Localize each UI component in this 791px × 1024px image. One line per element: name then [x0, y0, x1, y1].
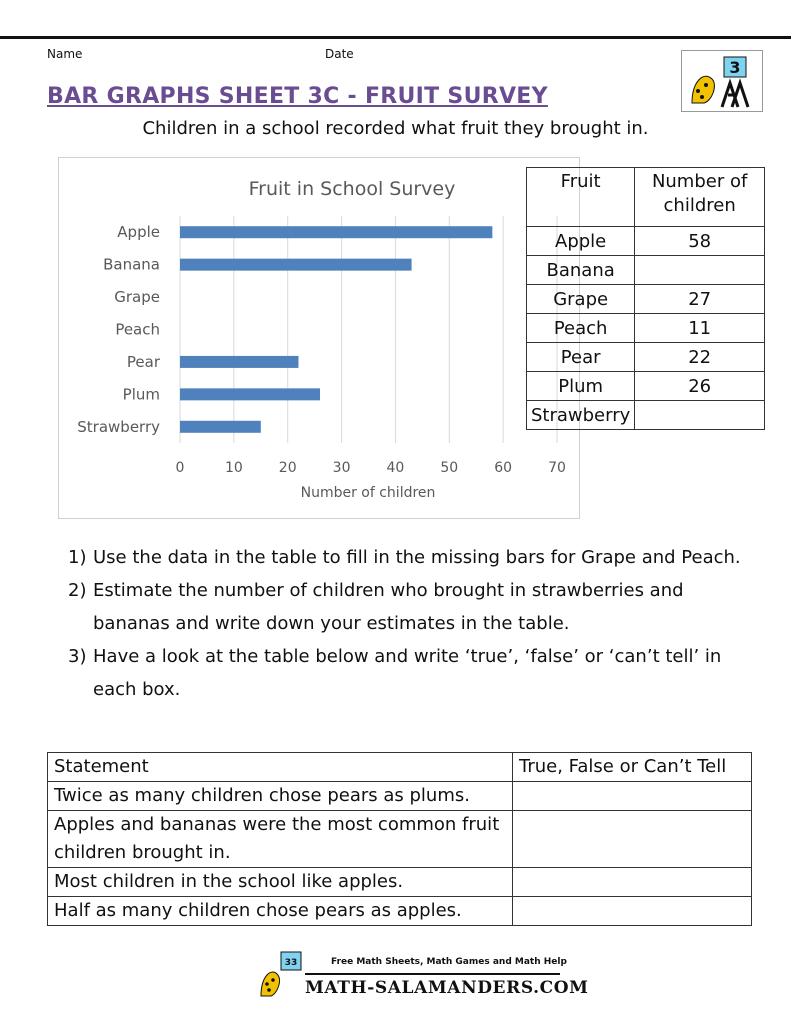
category-label: Banana: [103, 255, 160, 274]
fruit-count-cell: 26: [635, 372, 765, 401]
category-label: Pear: [126, 352, 160, 371]
bar-chart: [58, 157, 580, 519]
x-tick-label: 40: [386, 460, 405, 476]
footer-logo: [255, 950, 305, 1000]
chart-title: Fruit in School Survey: [248, 178, 456, 200]
question-number: 2): [68, 580, 87, 601]
answer-box[interactable]: [513, 868, 752, 897]
category-label: Plum: [122, 385, 160, 404]
statement-row: [48, 782, 752, 811]
footer-site-link[interactable]: MATH-SALAMANDERS.COM: [305, 978, 589, 998]
x-tick-label: 70: [548, 460, 566, 476]
category-label: Apple: [117, 223, 160, 242]
statement-table-header: [48, 753, 752, 782]
statement-row: [48, 897, 752, 926]
fruit-count-cell[interactable]: [635, 401, 765, 430]
category-label: Peach: [115, 320, 160, 339]
answer-header-cell: True, False or Can’t Tell: [513, 753, 752, 782]
date-label: Date: [325, 47, 354, 61]
footer-rule: [305, 973, 560, 975]
question-text: Have a look at the table below and write ‘true’, ‘false’ or ‘can’t tell’ in each box.: [93, 646, 722, 700]
fruit-name-cell: Grape: [527, 285, 635, 314]
fruit-table-row: [527, 227, 765, 256]
question-text: Use the data in the table to fill in the missing bars for Grape and Peach.: [93, 547, 741, 568]
answer-box[interactable]: [513, 782, 752, 811]
question-item: [68, 640, 758, 706]
page-title: BAR GRAPHS SHEET 3C - FRUIT SURVEY: [47, 84, 548, 109]
x-tick-label: 50: [440, 460, 459, 476]
category-label: Grape: [114, 288, 160, 307]
statement-text: Half as many children chose pears as apples.: [48, 897, 513, 926]
statement-table: [47, 752, 752, 926]
statement-text: Most children in the school like apples.: [48, 868, 513, 897]
footer-logo-text: 33: [284, 958, 298, 968]
salamander-logo: [681, 50, 763, 112]
bar-apple: [180, 226, 492, 238]
question-number: 3): [68, 646, 87, 667]
fruit-table-row: [527, 314, 765, 343]
question-text: Estimate the number of children who brought in strawberries and bananas and write down your estimates in the table.: [93, 580, 684, 634]
x-tick-label: 30: [332, 460, 351, 476]
fruit-count-cell: 58: [635, 227, 765, 256]
statement-text: Apples and bananas were the most common fruit children brought in.: [48, 811, 513, 868]
fruit-table: [526, 167, 765, 430]
fruit-table-row: [527, 372, 765, 401]
top-rule: [0, 36, 791, 39]
category-label: Strawberry: [77, 417, 160, 436]
questions-list: [68, 541, 758, 706]
count-header-cell: Number of children: [635, 168, 765, 227]
statement-row: [48, 811, 752, 868]
statement-header-cell: Statement: [48, 753, 513, 782]
bar-plum: [180, 388, 320, 400]
x-tick-label: 10: [224, 460, 243, 476]
footer-tagline: Free Math Sheets, Math Games and Math Help: [331, 957, 567, 967]
fruit-count-cell: 11: [635, 314, 765, 343]
statement-text: Twice as many children chose pears as plums.: [48, 782, 513, 811]
fruit-name-cell: Strawberry: [527, 401, 635, 430]
question-item: [68, 574, 758, 640]
fruit-table-row: [527, 285, 765, 314]
intro-text: Children in a school recorded what fruit they brought in.: [142, 118, 649, 139]
fruit-name-cell: Plum: [527, 372, 635, 401]
answer-box[interactable]: [513, 811, 752, 868]
fruit-name-cell: Banana: [527, 256, 635, 285]
logo-grade-text: 3: [729, 58, 741, 77]
fruit-table-row: [527, 343, 765, 372]
fruit-count-cell: 27: [635, 285, 765, 314]
x-tick-label: 0: [175, 460, 185, 476]
bar-pear: [180, 356, 298, 368]
fruit-count-cell: 22: [635, 343, 765, 372]
answer-box[interactable]: [513, 897, 752, 926]
x-axis-label: Number of children: [300, 485, 436, 501]
fruit-name-cell: Pear: [527, 343, 635, 372]
fruit-name-cell: Peach: [527, 314, 635, 343]
bar-banana: [180, 259, 412, 271]
x-tick-label: 60: [494, 460, 513, 476]
fruit-table-header: [527, 168, 765, 227]
name-label: Name: [47, 47, 83, 61]
x-tick-label: 20: [278, 460, 297, 476]
fruit-table-row: [527, 256, 765, 285]
bar-chart-svg: [59, 158, 579, 518]
fruit-header-cell: Fruit: [527, 168, 635, 227]
fruit-name-cell: Apple: [527, 227, 635, 256]
question-item: [68, 541, 758, 574]
question-number: 1): [68, 547, 87, 568]
fruit-count-cell[interactable]: [635, 256, 765, 285]
bar-strawberry: [180, 421, 261, 433]
fruit-table-row: [527, 401, 765, 430]
statement-row: [48, 868, 752, 897]
